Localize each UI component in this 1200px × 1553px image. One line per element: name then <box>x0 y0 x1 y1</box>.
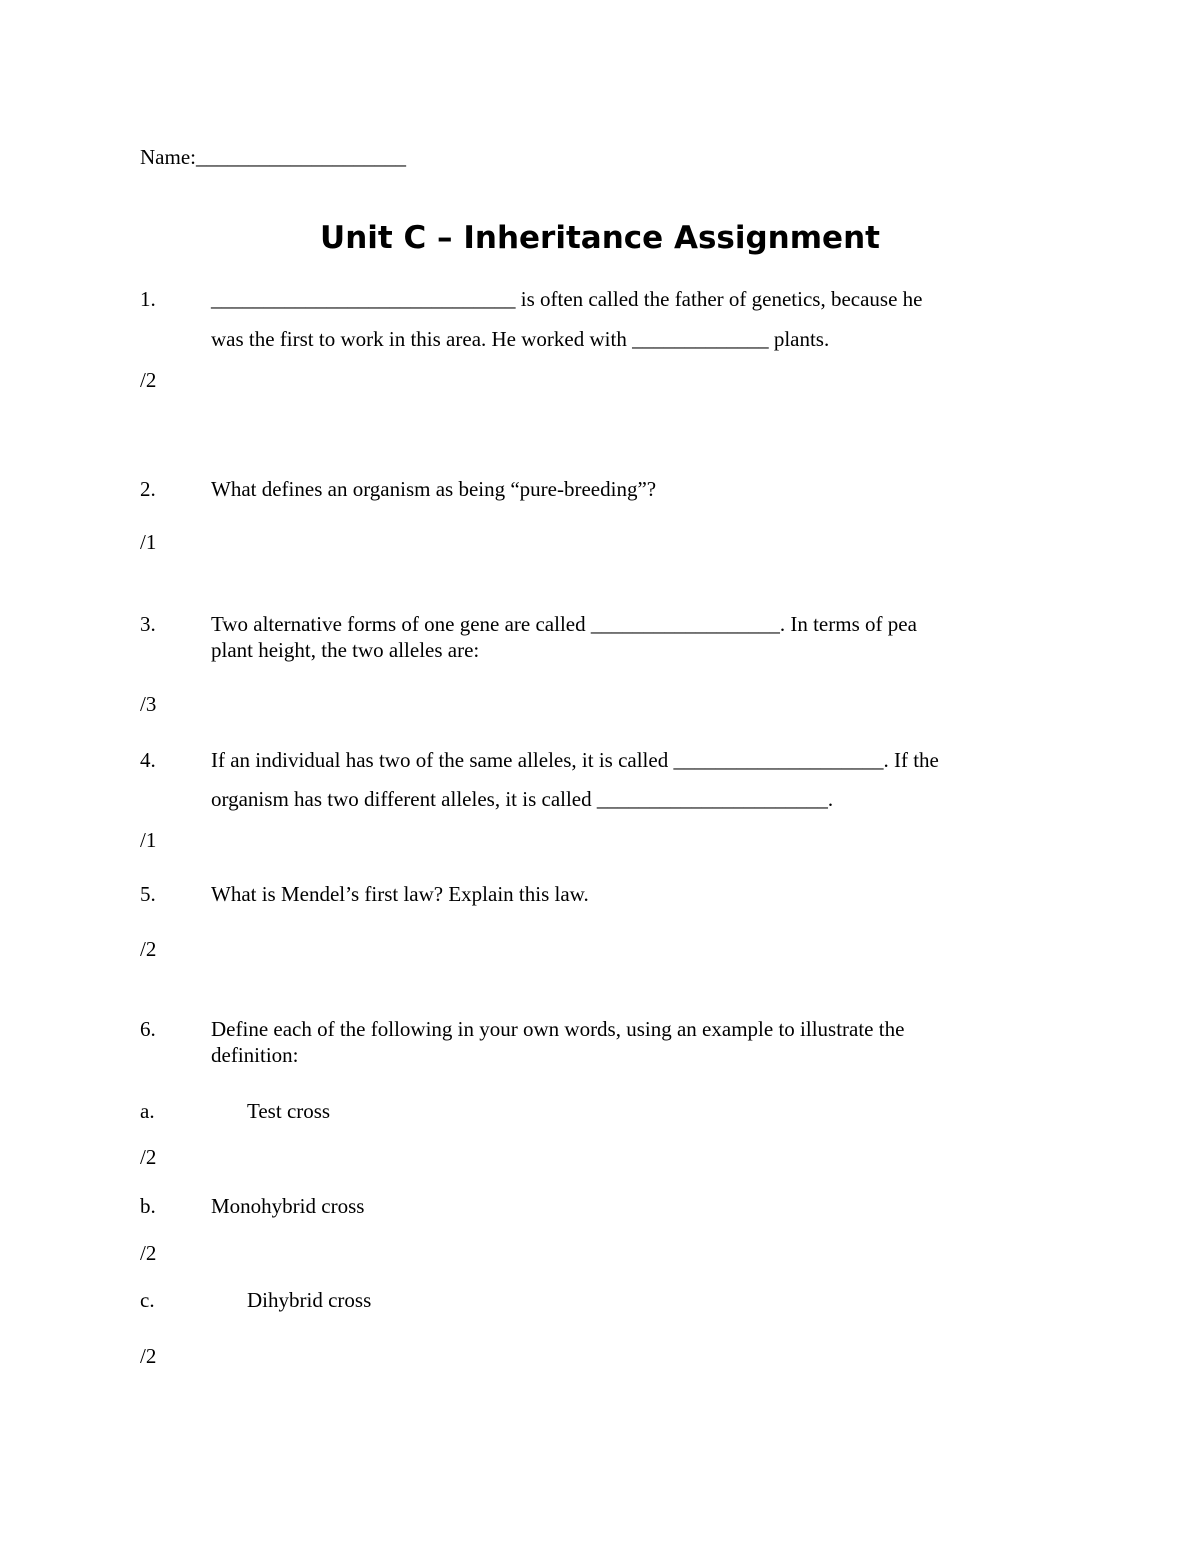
question-number: 1. <box>140 287 156 311</box>
question-text-line: Two alternative forms of one gene are called __________________. In terms of pea <box>211 612 917 636</box>
question-text-line: plant height, the two alleles are: <box>211 638 480 662</box>
marks-label: /1 <box>140 828 157 852</box>
question-text-line: If an individual has two of the same alleles, it is called ____________________. If the <box>211 748 939 772</box>
question-text-line: organism has two different alleles, it is called ______________________. <box>211 787 834 811</box>
page-title: Unit C – Inheritance Assignment <box>320 220 880 256</box>
question-text-line: was the first to work in this area. He worked with _____________ plants. <box>211 327 830 351</box>
marks-label: /2 <box>140 1344 157 1368</box>
question-text-line: Define each of the following in your own words, using an example to illustrate the <box>211 1017 905 1041</box>
sub-item-label: Dihybrid cross <box>247 1288 372 1312</box>
marks-label: /2 <box>140 937 157 961</box>
question-text-line: _____________________________ is often called the father of genetics, because he <box>211 287 923 311</box>
marks-label: /2 <box>140 1145 157 1169</box>
question-number: 5. <box>140 882 156 906</box>
question-number: 3. <box>140 612 156 636</box>
question-number: 4. <box>140 748 156 772</box>
question-number: 6. <box>140 1017 156 1041</box>
sub-item-label: Monohybrid cross <box>211 1194 365 1218</box>
question-text-line: What defines an organism as being “pure-breeding”? <box>211 477 657 501</box>
marks-label: /2 <box>140 368 157 392</box>
marks-label: /3 <box>140 692 157 716</box>
name-field-label: Name:____________________ <box>140 145 406 169</box>
question-text-line: What is Mendel’s first law? Explain this law. <box>211 882 589 906</box>
sub-item-letter: a. <box>140 1099 155 1123</box>
marks-label: /2 <box>140 1241 157 1265</box>
question-text-line: definition: <box>211 1043 299 1067</box>
question-number: 2. <box>140 477 156 501</box>
sub-item-letter: b. <box>140 1194 156 1218</box>
marks-label: /1 <box>140 530 157 554</box>
sub-item-label: Test cross <box>247 1099 331 1123</box>
sub-item-letter: c. <box>140 1288 155 1312</box>
